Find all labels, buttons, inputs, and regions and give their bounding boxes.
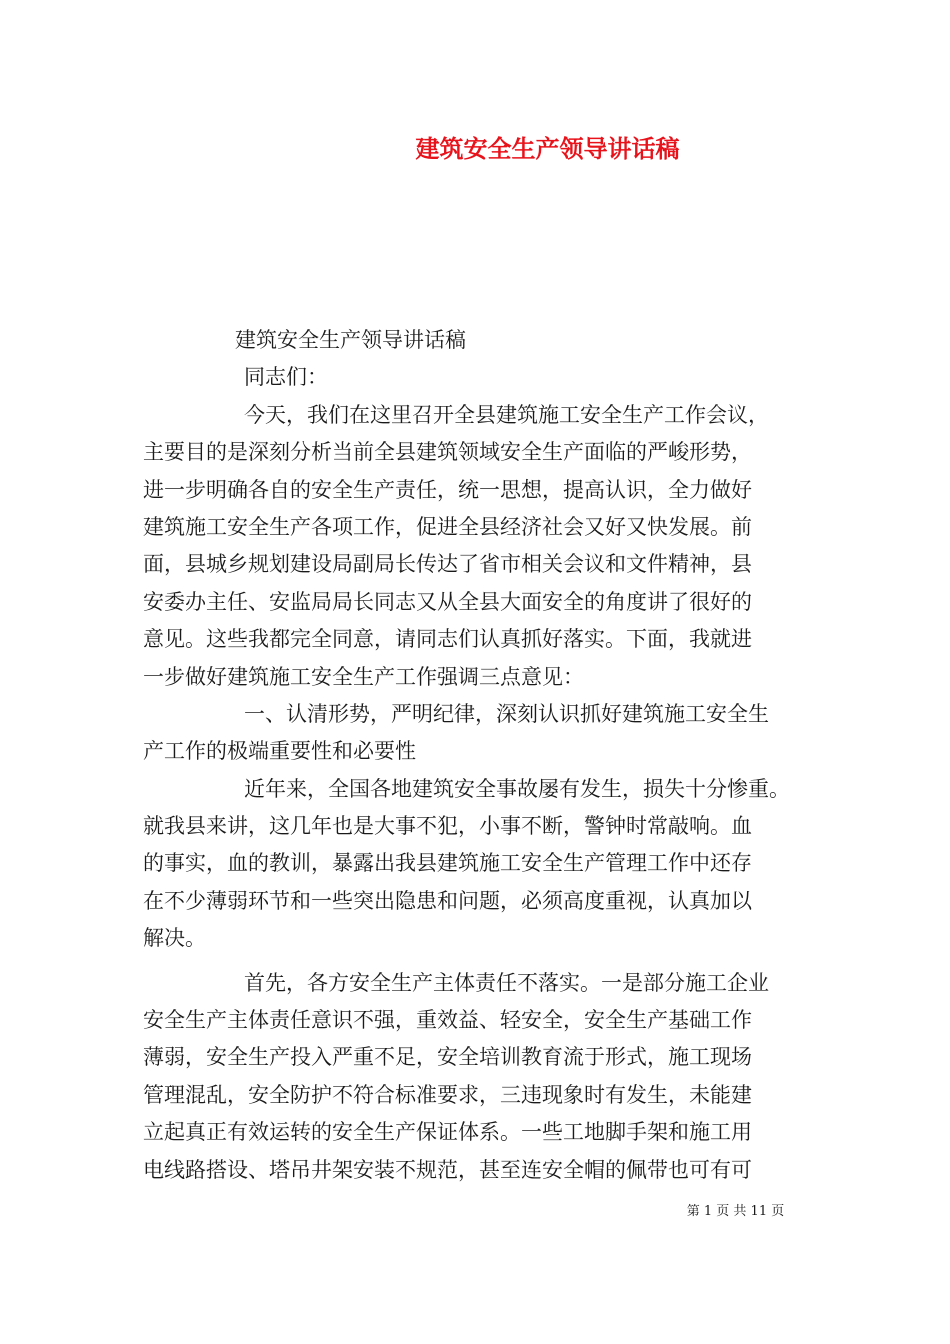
greeting: 同志们： xyxy=(244,365,328,390)
paragraph-line: 就我县来讲，这几年也是大事不犯，小事不断，警钟时常敲响。血 xyxy=(143,814,752,839)
page-number: 第 1 页 共 11 页 xyxy=(686,1204,785,1219)
paragraph-situation xyxy=(143,771,813,958)
paragraph-line: 建筑施工安全生产各项工作，促进全县经济社会又好又快发展。前 xyxy=(143,514,752,539)
paragraph-first-point xyxy=(143,965,813,1189)
paragraph-line: 今天，我们在这里召开全县建筑施工安全生产工作会议， xyxy=(244,402,769,427)
paragraph-line: 主要目的是深刻分析当前全县建筑领域安全生产面临的严峻形势， xyxy=(143,440,752,465)
paragraph-line: 安全生产主体责任意识不强，重效益、轻安全，安全生产基础工作 xyxy=(143,1008,752,1033)
paragraph-line: 近年来，全国各地建筑安全事故屡有发生，损失十分惨重。 xyxy=(244,776,790,801)
section-heading-line: 一、认清形势，严明纪律，深刻认识抓好建筑施工安全生 xyxy=(244,701,769,726)
paragraph-line: 立起真正有效运转的安全生产保证体系。一些工地脚手架和施工用 xyxy=(143,1120,752,1145)
paragraph-line: 进一步明确各自的安全生产责任，统一思想，提高认识，全力做好 xyxy=(143,477,752,502)
section-heading-line: 产工作的极端重要性和必要性 xyxy=(143,739,416,764)
paragraph-line: 安委办主任、安监局局长同志又从全县大面安全的角度讲了很好的 xyxy=(143,589,752,614)
paragraph-line: 意见。这些我都完全同意，请同志们认真抓好落实。下面，我就进 xyxy=(143,627,752,652)
paragraph-line: 电线路搭设、塔吊井架安装不规范，甚至连安全帽的佩带也可有可 xyxy=(143,1157,752,1182)
paragraph-line: 的事实，血的教训，暴露出我县建筑施工安全生产管理工作中还存 xyxy=(143,851,752,876)
paragraph-intro xyxy=(143,397,813,696)
section-heading-1 xyxy=(143,696,813,771)
paragraph-line: 面，县城乡规划建设局副局长传达了省市相关会议和文件精神，县 xyxy=(143,552,752,577)
paragraph-line: 解决。 xyxy=(143,926,206,951)
paragraph-line: 薄弱，安全生产投入严重不足，安全培训教育流于形式，施工现场 xyxy=(143,1045,752,1070)
paragraph-line: 一步做好建筑施工安全生产工作强调三点意见： xyxy=(143,664,584,689)
document-body xyxy=(143,322,813,1189)
paragraph-line: 管理混乱，安全防护不符合标准要求，三违现象时有发生，未能建 xyxy=(143,1082,752,1107)
paragraph-line: 首先，各方安全生产主体责任不落实。一是部分施工企业 xyxy=(244,970,769,995)
document-subtitle: 建筑安全生产领导讲话稿 xyxy=(235,328,466,352)
document-title: 建筑安全生产领导讲话稿 xyxy=(415,134,680,163)
paragraph-line: 在不少薄弱环节和一些突出隐患和问题，必须高度重视，认真加以 xyxy=(143,888,752,913)
